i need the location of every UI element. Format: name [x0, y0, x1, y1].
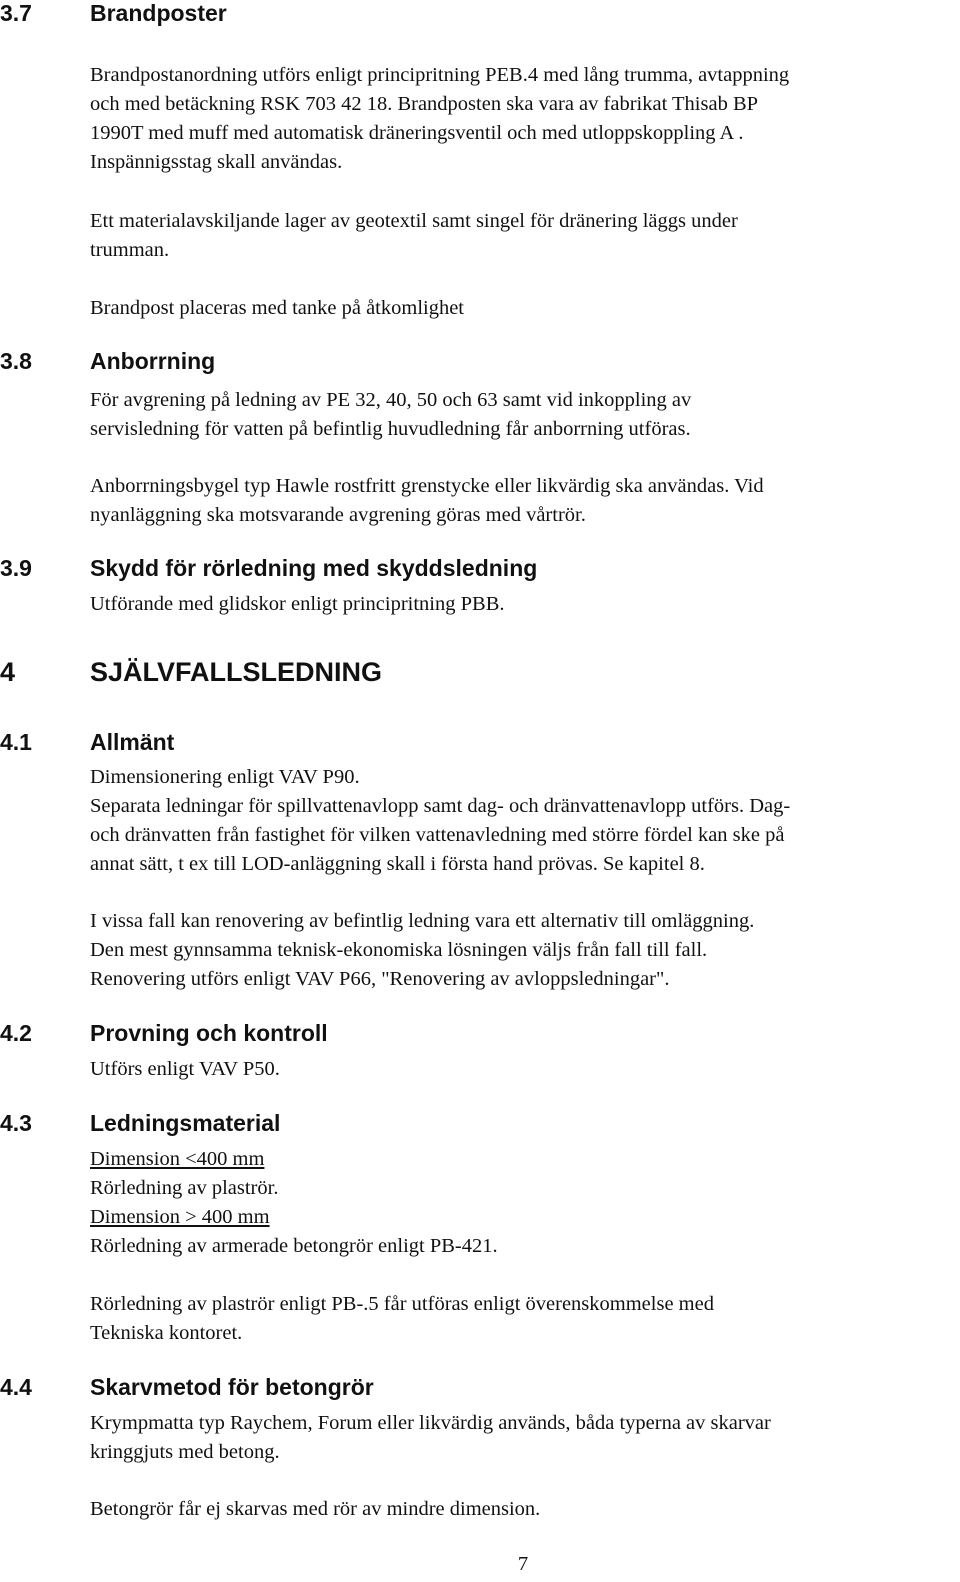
- paragraph: [90, 61, 952, 177]
- section-number: 3.8: [0, 348, 32, 374]
- text-line: kringgjuts med betong.: [90, 1441, 280, 1463]
- text-line: och dränvatten från fastighet för vilken vattenavledning med större fördel kan ske på: [90, 824, 785, 846]
- text-line: Dimension <400 mm: [90, 1148, 265, 1170]
- paragraph: [90, 207, 952, 265]
- paragraph: [90, 763, 952, 879]
- section-number: 3.7: [0, 0, 32, 26]
- text-line: annat sätt, t ex till LOD-anläggning skall i första hand prövas. Se kapitel 8.: [90, 853, 705, 875]
- paragraph: [90, 907, 952, 994]
- text-line: Dimension > 400 mm: [90, 1206, 270, 1228]
- text-line: Ett materialavskiljande lager av geotextil samt singel för dränering läggs under: [90, 210, 738, 232]
- paragraph: [90, 1409, 952, 1467]
- text-line: Renovering utförs enligt VAV P66, "Renovering av avloppsledningar".: [90, 968, 670, 990]
- text-line: Utförande med glidskor enligt principritning PBB.: [90, 593, 505, 615]
- section-3-7-heading: [0, 0, 227, 27]
- paragraph: [90, 1055, 952, 1084]
- section-number: 4.1: [0, 729, 32, 755]
- paragraph: [90, 1495, 952, 1524]
- text-line: Rörledning av plaströr.: [90, 1177, 279, 1199]
- section-4-1-heading: [0, 728, 174, 756]
- section-4-4-heading: [0, 1373, 374, 1401]
- paragraph: [90, 386, 952, 444]
- text-line: nyanläggning ska motsvarande avgrening göras med vårtrör.: [90, 504, 586, 526]
- paragraph: [90, 1290, 952, 1348]
- text-line: trumman.: [90, 239, 170, 261]
- text-line: För avgrening på ledning av PE 32, 40, 50 och 63 samt vid inkoppling av: [90, 389, 692, 411]
- section-4-3-heading: [0, 1109, 280, 1137]
- section-title: Anborrning: [90, 348, 216, 374]
- text-line: Rörledning av armerade betongrör enligt PB-421.: [90, 1235, 498, 1257]
- section-4-2-heading: [0, 1019, 328, 1047]
- section-title: Ledningsmaterial: [90, 1110, 281, 1136]
- text-line: 1990T med muff med automatisk dräneringsventil och med utloppskoppling A .: [90, 122, 744, 144]
- section-3-9-heading: [0, 554, 537, 582]
- text-line: Dimensionering enligt VAV P90.: [90, 766, 360, 788]
- section-title: Brandposter: [90, 0, 227, 26]
- text-line: Anborrningsbygel typ Hawle rostfritt grenstycke eller likvärdig ska användas. Vid: [90, 475, 764, 497]
- text-line: I vissa fall kan renovering av befintlig ledning vara ett alternativ till omläggning.: [90, 910, 755, 932]
- section-number: 3.9: [0, 555, 32, 581]
- text-line: Brandpost placeras med tanke på åtkomlighet: [90, 297, 465, 319]
- text-line: Krympmatta typ Raychem, Forum eller likvärdig används, båda typerna av skarvar: [90, 1412, 771, 1434]
- paragraph: [90, 294, 952, 323]
- paragraph: [90, 1145, 952, 1261]
- text-line: Separata ledningar för spillvattenavlopp samt dag- och dränvattenavlopp utförs. Dag-: [90, 795, 791, 817]
- section-title: Skarvmetod för betongrör: [90, 1374, 374, 1400]
- paragraph: [90, 590, 952, 619]
- chapter-number: 4: [0, 657, 16, 687]
- text-line: Brandpostanordning utförs enligt principritning PEB.4 med lång trumma, avtappning: [90, 64, 790, 86]
- chapter-title: SJÄLVFALLSLEDNING: [90, 657, 383, 687]
- text-line: servisledning för vatten på befintlig huvudledning får anborrning utföras.: [90, 418, 691, 440]
- text-line: Utförs enligt VAV P50.: [90, 1058, 280, 1080]
- section-number: 4.4: [0, 1374, 32, 1400]
- text-line: Rörledning av plaströr enligt PB-.5 får utföras enligt överenskommelse med: [90, 1293, 714, 1315]
- text-line: Tekniska kontoret.: [90, 1322, 243, 1344]
- section-3-8-heading: [0, 347, 215, 375]
- chapter-4-heading: [0, 656, 382, 688]
- paragraph: [90, 472, 952, 530]
- section-number: 4.2: [0, 1020, 32, 1046]
- text-line: Inspännigsstag skall användas.: [90, 151, 343, 173]
- section-title: Allmänt: [90, 729, 175, 755]
- section-title: Skydd för rörledning med skyddsledning: [90, 555, 538, 581]
- text-line: Den mest gynnsamma teknisk-ekonomiska lösningen väljs från fall till fall.: [90, 939, 708, 961]
- text-line: och med betäckning RSK 703 42 18. Brandposten ska vara av fabrikat Thisab BP: [90, 93, 759, 115]
- section-number: 4.3: [0, 1110, 32, 1136]
- text-line: Betongrör får ej skarvas med rör av mindre dimension.: [90, 1498, 541, 1520]
- section-title: Provning och kontroll: [90, 1020, 328, 1046]
- page-number: 7: [517, 1553, 529, 1575]
